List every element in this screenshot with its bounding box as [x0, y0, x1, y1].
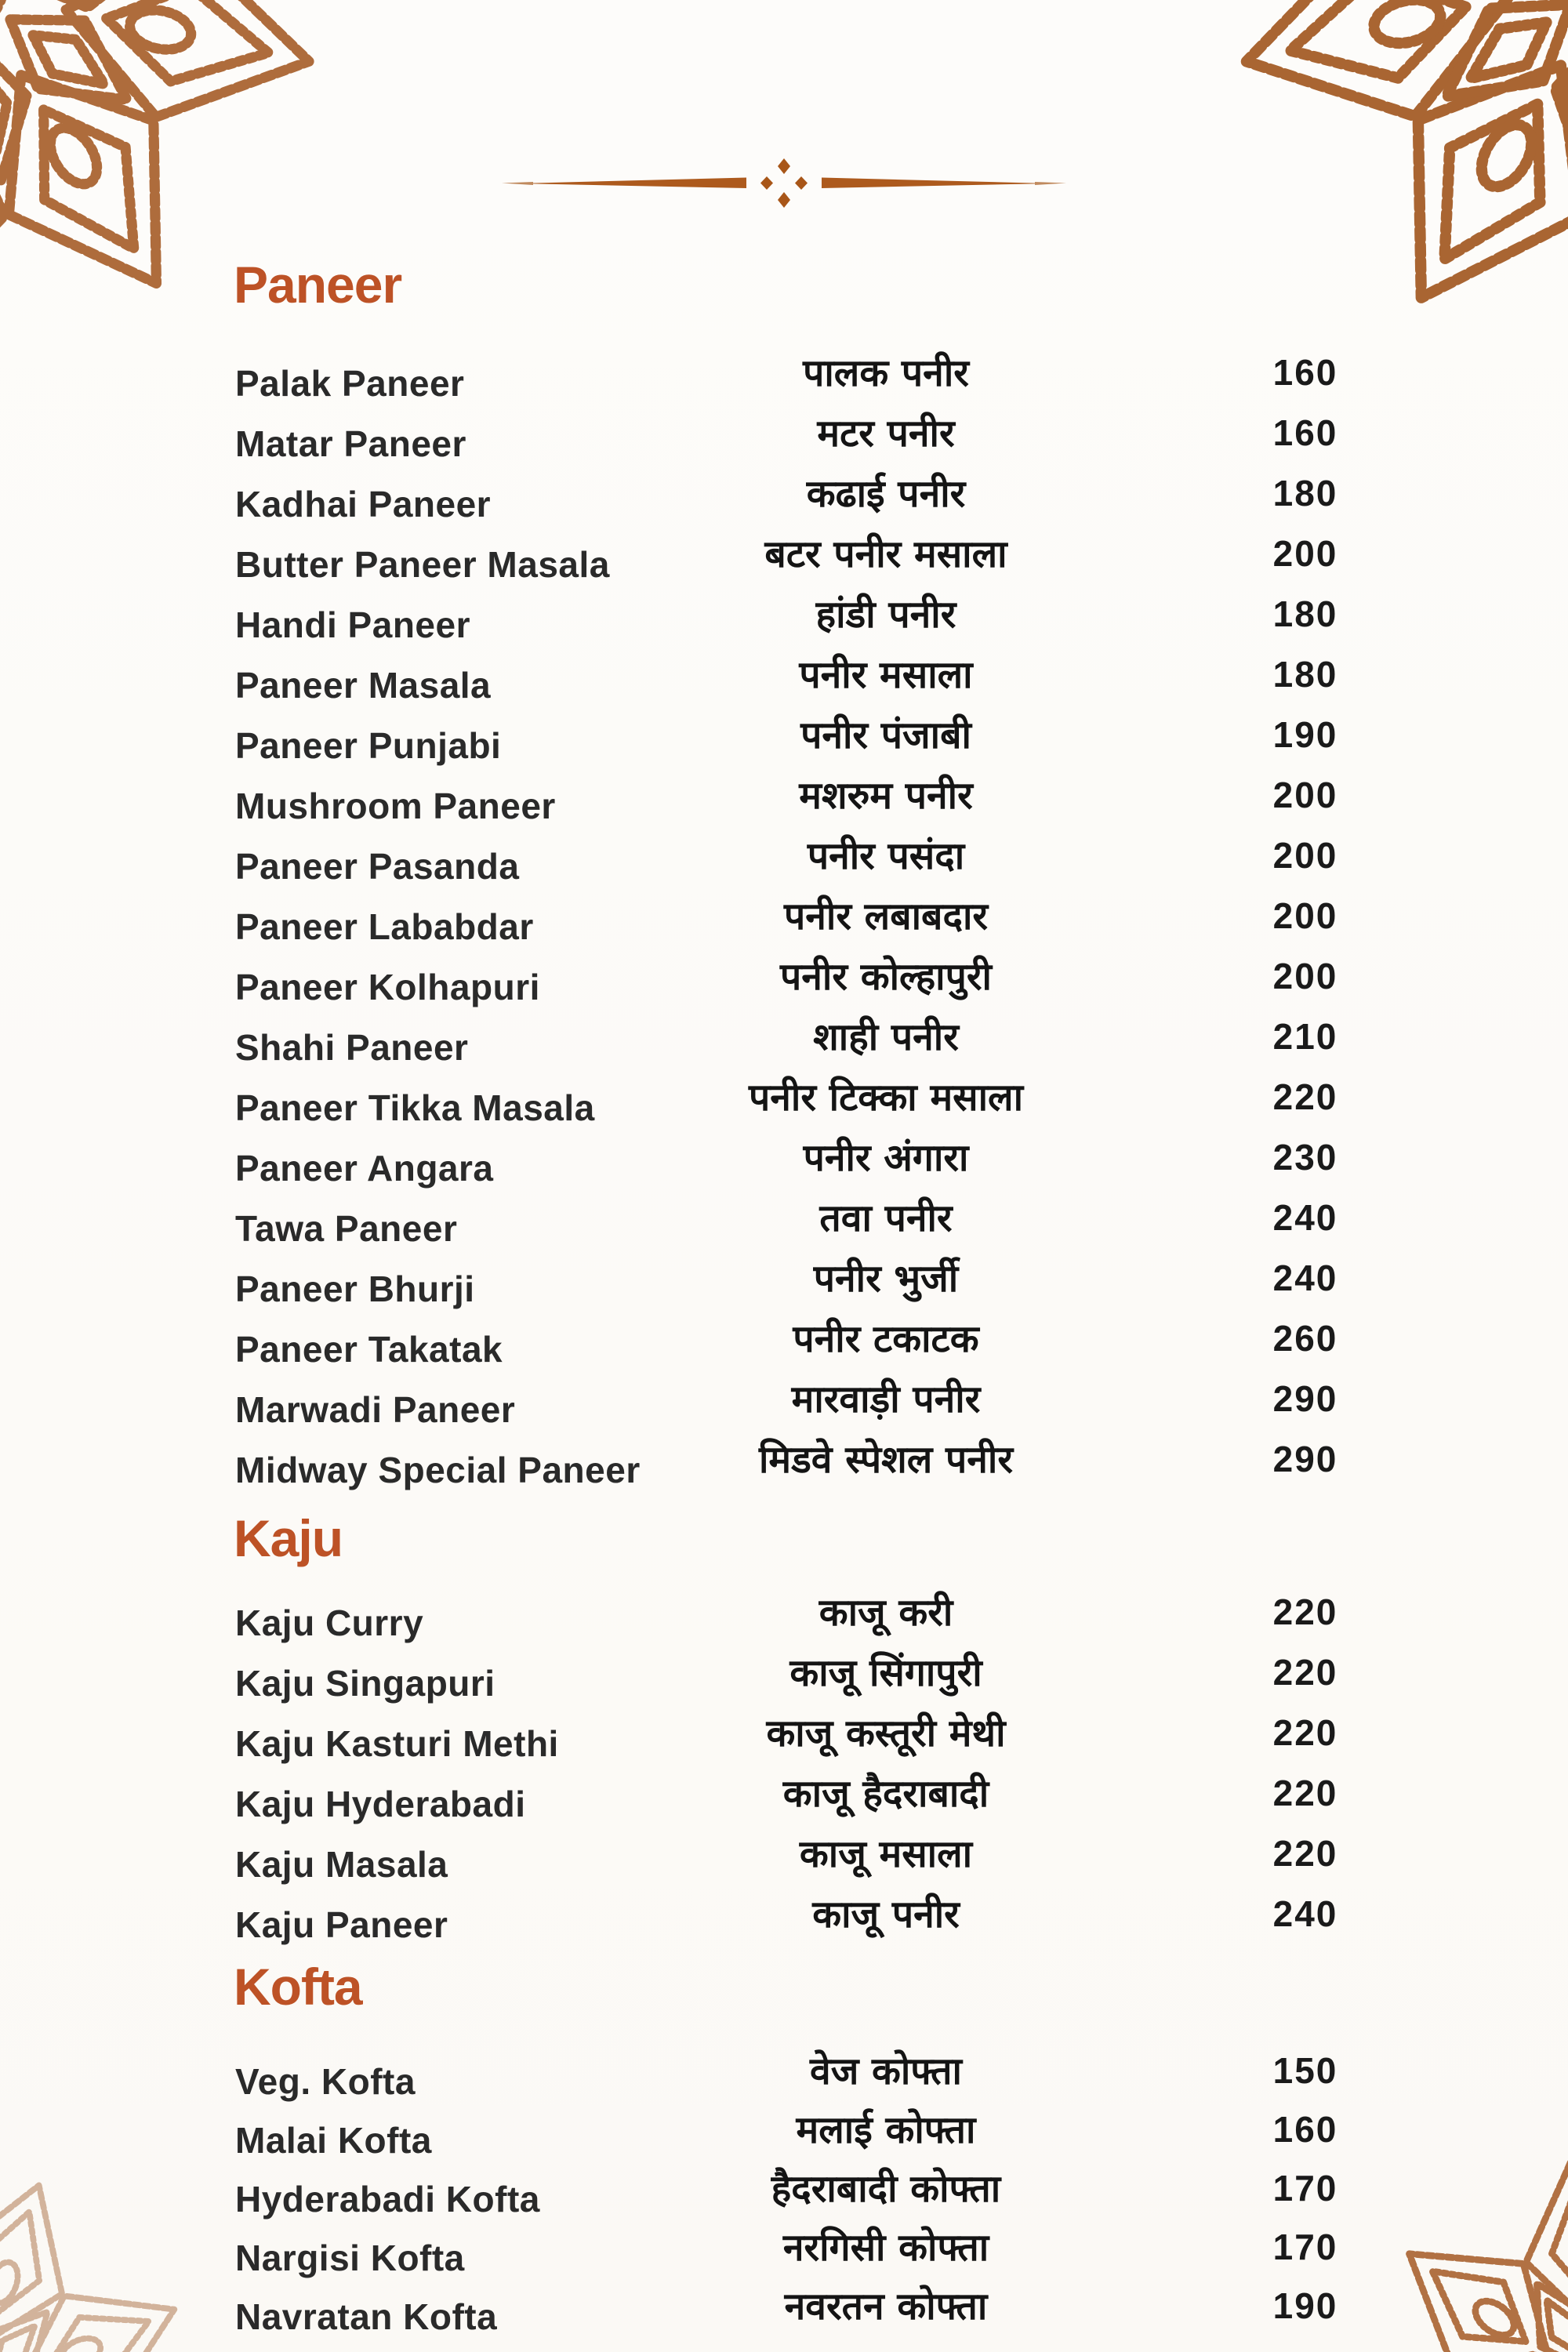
menu-item-row	[235, 1769, 1568, 1829]
item-name-hindi: काजू करी	[818, 1591, 953, 1635]
menu-item-row	[235, 2165, 1568, 2223]
item-name-hindi: कढाई पनीर	[806, 472, 966, 516]
menu-item-row	[235, 2106, 1568, 2165]
item-name-hindi: मशरुम पनीर	[799, 774, 973, 818]
menu-item-row	[235, 1648, 1568, 1708]
menu-item-row	[235, 1588, 1568, 1648]
section-title: Paneer	[234, 256, 402, 314]
item-name-english: Paneer Lababdar	[235, 906, 534, 947]
item-name-hindi: तवा पनीर	[819, 1196, 953, 1240]
item-price: 220	[1272, 1076, 1338, 1117]
menu-item-row	[235, 1829, 1568, 1889]
item-price: 180	[1272, 653, 1338, 695]
item-name-hindi: हांडी पनीर	[815, 593, 956, 637]
item-name-english: Mushroom Paneer	[235, 785, 556, 826]
item-price: 200	[1272, 955, 1338, 996]
menu-item-row	[235, 891, 1568, 952]
item-name-english: Navratan Kofta	[235, 2296, 498, 2337]
section-items	[235, 2047, 1568, 2341]
item-name-english: Marwadi Paneer	[235, 1388, 516, 1430]
item-name-hindi: काजू मसाला	[799, 1832, 973, 1876]
item-name-english: Nargisi Kofta	[235, 2237, 465, 2278]
item-name-hindi: पनीर पसंदा	[807, 834, 965, 878]
item-price: 150	[1272, 2049, 1338, 2091]
item-price: 260	[1272, 1317, 1338, 1359]
menu-item-row	[235, 2223, 1568, 2282]
item-name-english: Tawa Paneer	[235, 1207, 458, 1249]
menu-item-row	[235, 529, 1568, 590]
item-name-hindi: पनीर टिक्का मसाला	[748, 1076, 1024, 1120]
menu-item-row	[235, 2047, 1568, 2106]
item-price: 240	[1272, 1893, 1338, 1934]
item-name-hindi: पालक पनीर	[803, 351, 969, 395]
item-price: 230	[1272, 1136, 1338, 1178]
item-price: 240	[1272, 1257, 1338, 1298]
item-name-english: Matar Paneer	[235, 423, 466, 464]
item-name-hindi: पनीर पंजाबी	[800, 713, 971, 757]
menu-item-row	[235, 1374, 1568, 1435]
item-name-english: Veg. Kofta	[235, 2060, 416, 2102]
item-price: 200	[1272, 895, 1338, 936]
item-price: 290	[1272, 1377, 1338, 1419]
item-name-english: Butter Paneer Masala	[235, 543, 610, 585]
item-name-hindi: पनीर भुर्जी	[813, 1257, 959, 1301]
item-name-hindi: काजू हैदराबादी	[782, 1772, 989, 1816]
section-items	[235, 1588, 1568, 1950]
item-name-hindi: पनीर अंगारा	[803, 1136, 969, 1180]
item-name-english: Paneer Angara	[235, 1147, 494, 1189]
item-name-hindi: काजू सिंगापुरी	[789, 1651, 982, 1695]
item-name-english: Paneer Tikka Masala	[235, 1087, 595, 1128]
menu-item-row	[235, 1314, 1568, 1374]
item-price: 180	[1272, 593, 1338, 634]
item-price: 160	[1272, 351, 1338, 393]
item-name-english: Handi Paneer	[235, 604, 470, 645]
menu-item-row	[235, 1133, 1568, 1193]
menu-item-row	[235, 650, 1568, 710]
item-name-english: Kaju Hyderabadi	[235, 1783, 526, 1824]
menu-item-row	[235, 1012, 1568, 1073]
item-name-hindi: मटर पनीर	[817, 412, 955, 456]
menu-item-row	[235, 1889, 1568, 1950]
item-name-hindi: बटर पनीर मसाला	[764, 532, 1007, 576]
item-price: 240	[1272, 1196, 1338, 1238]
item-name-hindi: काजू पनीर	[812, 1893, 960, 1936]
item-price: 160	[1272, 412, 1338, 453]
item-price: 220	[1272, 1832, 1338, 1874]
menu-item-row	[235, 831, 1568, 891]
item-name-hindi: पनीर कोल्हापुरी	[780, 955, 992, 999]
item-name-hindi: मिडवे स्पेशल पनीर	[758, 1438, 1013, 1482]
item-price: 180	[1272, 472, 1338, 514]
menu-section	[0, 1509, 1568, 1950]
item-name-english: Paneer Kolhapuri	[235, 966, 540, 1007]
item-price: 190	[1272, 713, 1338, 755]
item-price: 220	[1272, 1651, 1338, 1693]
menu-sections	[0, 256, 1568, 2341]
menu-item-row	[235, 771, 1568, 831]
item-price: 200	[1272, 774, 1338, 815]
menu-item-row	[235, 952, 1568, 1012]
item-price: 290	[1272, 1438, 1338, 1479]
item-name-english: Kaju Masala	[235, 1843, 448, 1885]
item-name-hindi: शाही पनीर	[813, 1015, 959, 1059]
section-items	[235, 348, 1568, 1495]
menu-section	[0, 1958, 1568, 2341]
item-price: 200	[1272, 834, 1338, 876]
menu-item-row	[235, 2282, 1568, 2341]
item-name-english: Paneer Bhurji	[235, 1268, 475, 1309]
menu-item-row	[235, 590, 1568, 650]
item-price: 220	[1272, 1772, 1338, 1813]
section-title: Kaju	[234, 1509, 343, 1567]
item-name-english: Kaju Paneer	[235, 1904, 448, 1945]
item-name-english: Hyderabadi Kofta	[235, 2178, 540, 2220]
menu-item-row	[235, 1435, 1568, 1495]
item-name-english: Kaju Kasturi Methi	[235, 1722, 559, 1764]
item-name-hindi: काजू कस्तूरी मेथी	[766, 1711, 1006, 1755]
menu-section	[0, 256, 1568, 1495]
item-name-hindi: पनीर टकाटक	[793, 1317, 979, 1361]
item-name-hindi: वेज कोफ्ता	[810, 2049, 962, 2093]
item-name-english: Paneer Punjabi	[235, 724, 502, 766]
menu-item-row	[235, 1073, 1568, 1133]
item-name-english: Shahi Paneer	[235, 1026, 469, 1068]
item-price: 160	[1272, 2108, 1338, 2150]
menu-item-row	[235, 348, 1568, 408]
section-title: Kofta	[234, 1958, 362, 2016]
item-name-english: Paneer Takatak	[235, 1328, 503, 1370]
item-name-english: Malai Kofta	[235, 2119, 432, 2161]
item-name-english: Kaju Singapuri	[235, 1662, 495, 1704]
item-price: 210	[1272, 1015, 1338, 1057]
item-price: 190	[1272, 2285, 1338, 2326]
item-name-english: Paneer Masala	[235, 664, 492, 706]
item-name-hindi: नरगिसी कोफ्ता	[782, 2226, 989, 2270]
item-name-hindi: मलाई कोफ्ता	[796, 2108, 976, 2152]
item-price: 170	[1272, 2226, 1338, 2267]
menu-item-row	[235, 408, 1568, 469]
menu-item-row	[235, 1193, 1568, 1254]
item-price: 220	[1272, 1591, 1338, 1632]
item-name-english: Kaju Curry	[235, 1602, 424, 1643]
item-name-hindi: मारवाड़ी पनीर	[791, 1377, 981, 1421]
item-price: 220	[1272, 1711, 1338, 1753]
item-price: 200	[1272, 532, 1338, 574]
item-name-english: Midway Special Paneer	[235, 1449, 641, 1490]
item-name-english: Paneer Pasanda	[235, 845, 520, 887]
menu-item-row	[235, 1254, 1568, 1314]
item-name-hindi: हैदराबादी कोफ्ता	[771, 2167, 1001, 2211]
menu-item-row	[235, 710, 1568, 771]
item-name-hindi: पनीर मसाला	[799, 653, 973, 697]
menu-item-row	[235, 1708, 1568, 1769]
menu-item-row	[235, 469, 1568, 529]
item-name-english: Kadhai Paneer	[235, 483, 492, 524]
item-name-english: Palak Paneer	[235, 362, 465, 404]
item-name-hindi: नवरतन कोफ्ता	[784, 2285, 988, 2328]
item-price: 170	[1272, 2167, 1338, 2209]
item-name-hindi: पनीर लबाबदार	[783, 895, 989, 938]
